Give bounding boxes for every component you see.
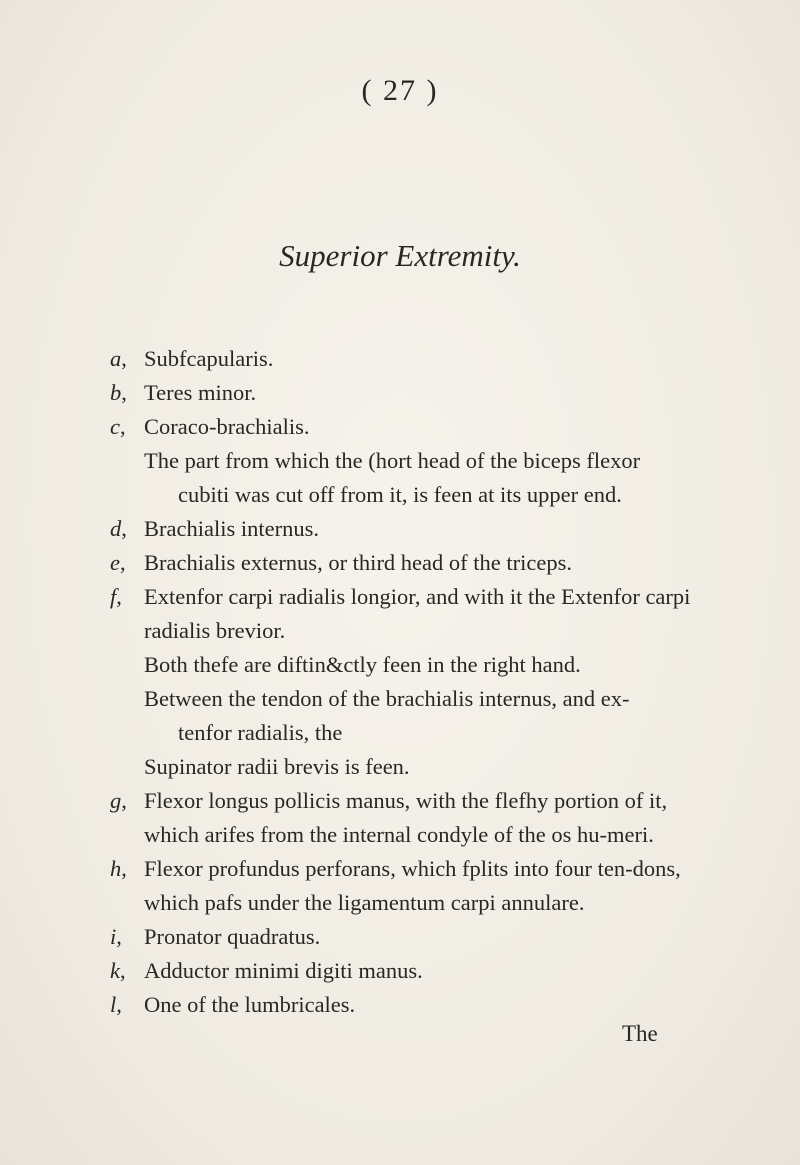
list-item: i, Pronator quadratus. xyxy=(110,924,321,949)
item-letter: k xyxy=(110,958,120,983)
note-continuation: tenfor radialis, the xyxy=(178,720,343,745)
list-item: k, Adductor minimi digiti manus. xyxy=(110,958,423,983)
catchword: The xyxy=(622,1021,658,1046)
item-letter: g xyxy=(110,788,122,813)
list-item: c, Coraco-brachialis. xyxy=(110,414,310,439)
list-item: h, Flexor profundus perforans, which fplits into four ten-dons, which pafs under the ligamentum carpi annulare. xyxy=(110,856,681,915)
note-paragraph xyxy=(110,648,710,682)
item-text: One of the lumbricales. xyxy=(144,992,356,1017)
item-text: Adductor minimi digiti manus. xyxy=(144,958,423,983)
item-text: Brachialis externus, or third head of the triceps. xyxy=(144,550,572,575)
list-item: a, Subfcapularis. xyxy=(110,346,274,371)
item-letter: h xyxy=(110,856,122,881)
section-title: Superior Extremity. xyxy=(279,238,521,273)
item-text: Coraco-brachialis. xyxy=(144,414,310,439)
list-item: g, Flexor longus pollicis manus, with the flefhy portion of it, which arifes from the internal condyle of the os hu-meri. xyxy=(110,788,668,847)
muscle-key-list xyxy=(110,342,710,1022)
list-item: b, Teres minor. xyxy=(110,380,257,405)
item-letter: l xyxy=(110,992,117,1017)
note-line: The part from which the (hort head of the biceps flexor xyxy=(144,448,641,473)
item-text: Teres minor. xyxy=(144,380,257,405)
page-number: ( 27 ) xyxy=(361,74,439,107)
item-text: Flexor longus pollicis manus, with the flefhy portion of it, which arifes from the internal condyle of the os hu-meri. xyxy=(144,788,668,847)
item-letter: c xyxy=(110,414,120,439)
note-line: Both thefe are diftin&ctly feen in the right hand. xyxy=(144,652,581,677)
list-item: l, One of the lumbricales. xyxy=(110,992,356,1017)
item-letter: i xyxy=(110,924,117,949)
note-line: Between the tendon of the brachialis internus, and ex- xyxy=(144,686,630,711)
item-text: Subfcapularis. xyxy=(144,346,274,371)
list-item: d, Brachialis internus. xyxy=(110,516,319,541)
item-letter: b xyxy=(110,380,122,405)
item-letter: d xyxy=(110,516,122,541)
note-line: Supinator radii brevis is feen. xyxy=(144,754,410,779)
note-paragraph xyxy=(110,444,710,512)
item-text: Flexor profundus perforans, which fplits into four ten-dons, which pafs under the ligamentum carpi annulare. xyxy=(144,856,681,915)
item-letter: f xyxy=(110,584,117,609)
item-text: Extenfor carpi radialis longior, and with it the Extenfor carpi radialis brevior. xyxy=(144,584,691,643)
note-continuation: cubiti was cut off from it, is feen at its upper end. xyxy=(178,482,622,507)
list-item: f, Extenfor carpi radialis longior, and with it the Extenfor carpi radialis brevior. xyxy=(110,584,691,643)
item-letter: a xyxy=(110,346,122,371)
list-item: e, Brachialis externus, or third head of the triceps. xyxy=(110,550,572,575)
note-paragraph xyxy=(110,682,710,750)
item-text: Pronator quadratus. xyxy=(144,924,321,949)
note-paragraph xyxy=(110,750,710,784)
item-text: Brachialis internus. xyxy=(144,516,319,541)
item-letter: e xyxy=(110,550,120,575)
